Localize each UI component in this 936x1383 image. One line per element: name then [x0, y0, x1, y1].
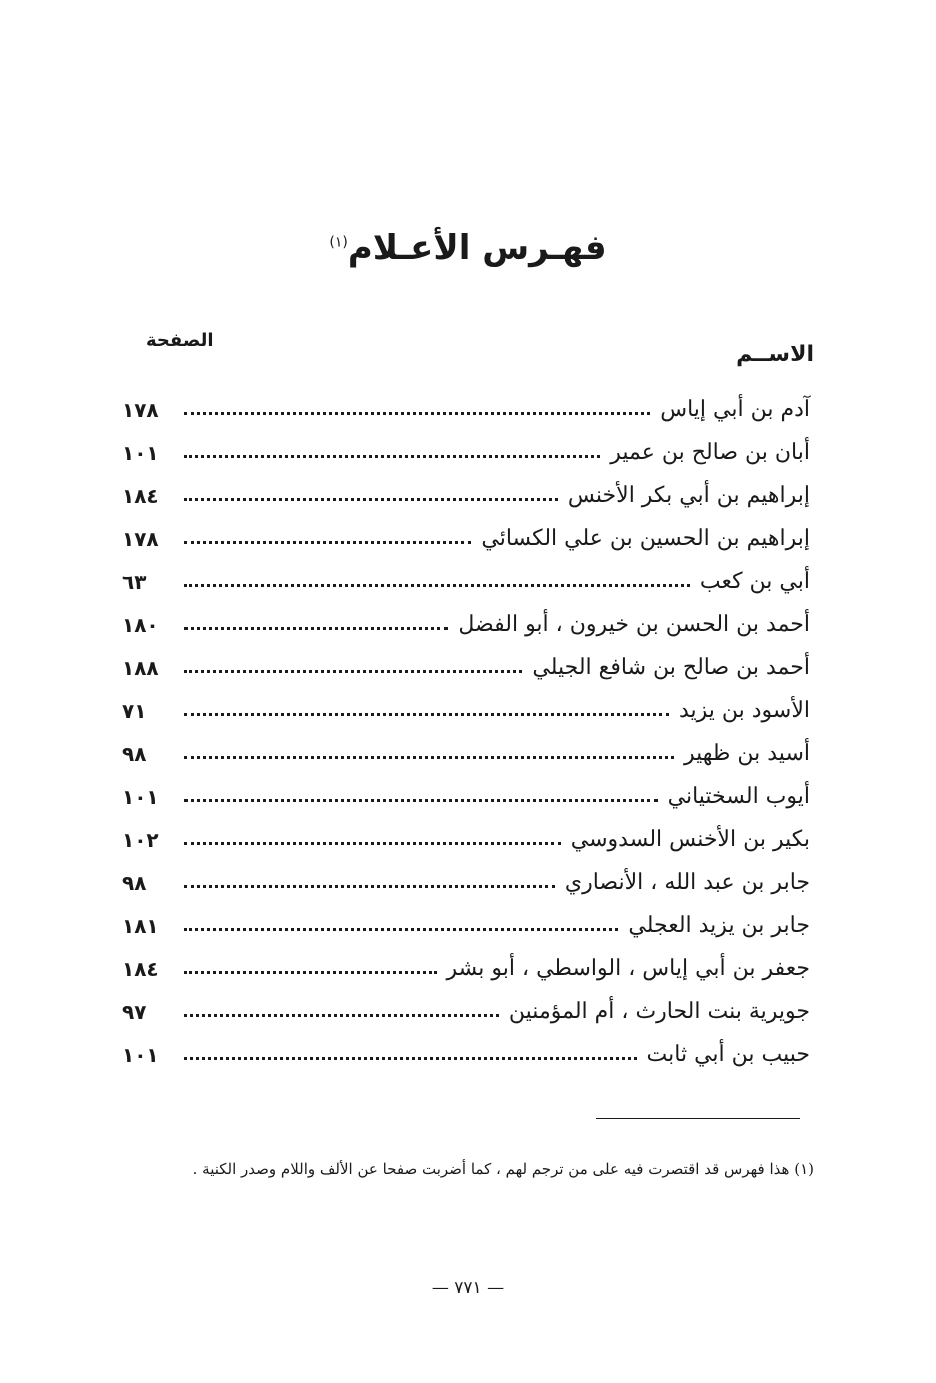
dot-leader — [184, 713, 669, 716]
entry-name: أحمد بن الحسن بن خيرون ، أبو الفضل — [458, 612, 810, 637]
entry-page-number[interactable]: ١٨٤ — [122, 956, 159, 981]
entry-name: جعفر بن أبي إياس ، الواسطي ، أبو بشر — [446, 956, 810, 981]
dot-leader — [184, 1014, 499, 1017]
footnote-separator — [596, 1118, 800, 1119]
dot-leader — [184, 670, 522, 673]
entry-page-number[interactable]: ١٠١ — [122, 440, 159, 465]
entry-name: أبان بن صالح بن عمير — [610, 440, 810, 465]
index-entry[interactable] — [122, 388, 810, 431]
index-entry[interactable] — [122, 947, 810, 990]
index-entry[interactable] — [122, 474, 810, 517]
entry-page-number[interactable]: ١٨٤ — [122, 483, 159, 508]
title-footnote-marker[interactable]: (١) — [329, 234, 348, 251]
entry-page-number[interactable]: ١٠٢ — [122, 827, 159, 852]
index-entry[interactable] — [122, 904, 810, 947]
entry-name: أبي بن كعب — [699, 569, 810, 594]
column-header-page: الصفحة — [146, 330, 214, 351]
dot-leader — [184, 971, 437, 974]
entry-name: آدم بن أبي إياس — [660, 397, 810, 422]
footnote: (١) هذا فهرس قد اقتصرت فيه على من ترجم لهم ، كما أضربت صفحا عن الألف واللام وصدر الكنية . — [192, 1160, 814, 1178]
index-entry[interactable] — [122, 517, 810, 560]
index-entry[interactable] — [122, 431, 810, 474]
entry-name: أيوب السختياني — [667, 784, 810, 809]
index-entry[interactable] — [122, 560, 810, 603]
column-header-name: الاســم — [736, 342, 814, 367]
index-entry-list — [122, 388, 810, 1076]
dot-leader — [184, 455, 600, 458]
page-number: — ٧٧١ — — [431, 1278, 505, 1298]
index-entry[interactable] — [122, 990, 810, 1033]
index-entry[interactable] — [122, 818, 810, 861]
page-title — [0, 228, 936, 268]
index-entry[interactable] — [122, 1033, 810, 1076]
index-entry[interactable] — [122, 603, 810, 646]
dot-leader — [184, 627, 448, 630]
index-entry[interactable] — [122, 732, 810, 775]
dot-leader — [184, 541, 471, 544]
entry-name: حبيب بن أبي ثابت — [646, 1042, 810, 1067]
entry-page-number[interactable]: ١٧٨ — [122, 397, 159, 422]
dot-leader — [184, 1057, 637, 1060]
dot-leader — [184, 842, 561, 845]
dot-leader — [184, 498, 558, 501]
entry-name: جويرية بنت الحارث ، أم المؤمنين — [508, 999, 810, 1024]
dot-leader — [184, 412, 650, 415]
dot-leader — [184, 928, 618, 931]
dot-leader — [184, 885, 555, 888]
entry-page-number[interactable]: ٩٨ — [122, 741, 147, 766]
dot-leader — [184, 584, 690, 587]
dot-leader — [184, 799, 658, 802]
entry-page-number[interactable]: ١٨١ — [122, 913, 159, 938]
entry-page-number[interactable]: ١٨٠ — [122, 612, 159, 637]
entry-page-number[interactable]: ٩٨ — [122, 870, 147, 895]
entry-name: الأسود بن يزيد — [678, 698, 810, 723]
entry-name: بكير بن الأخنس السدوسي — [570, 827, 810, 852]
entry-page-number[interactable]: ١٧٨ — [122, 526, 159, 551]
entry-name: إبراهيم بن أبي بكر الأخنس — [567, 483, 810, 508]
entry-page-number[interactable]: ١٠١ — [122, 1042, 159, 1067]
entry-name: أحمد بن صالح بن شافع الجيلي — [532, 655, 810, 680]
entry-page-number[interactable]: ٦٣ — [122, 569, 147, 594]
entry-name: جابر بن يزيد العجلي — [628, 913, 810, 938]
entry-name: أسيد بن ظهير — [683, 741, 810, 766]
dot-leader — [184, 756, 674, 759]
entry-name: جابر بن عبد الله ، الأنصاري — [564, 870, 810, 895]
index-entry[interactable] — [122, 689, 810, 732]
title-text: فهـرس الأعـلام — [347, 228, 607, 268]
entry-page-number[interactable]: ١٨٨ — [122, 655, 159, 680]
entry-name: إبراهيم بن الحسين بن علي الكسائي — [481, 526, 810, 551]
entry-page-number[interactable]: ٩٧ — [122, 999, 147, 1024]
index-entry[interactable] — [122, 646, 810, 689]
entry-page-number[interactable]: ٧١ — [122, 698, 147, 723]
index-entry[interactable] — [122, 775, 810, 818]
index-entry[interactable] — [122, 861, 810, 904]
entry-page-number[interactable]: ١٠١ — [122, 784, 159, 809]
